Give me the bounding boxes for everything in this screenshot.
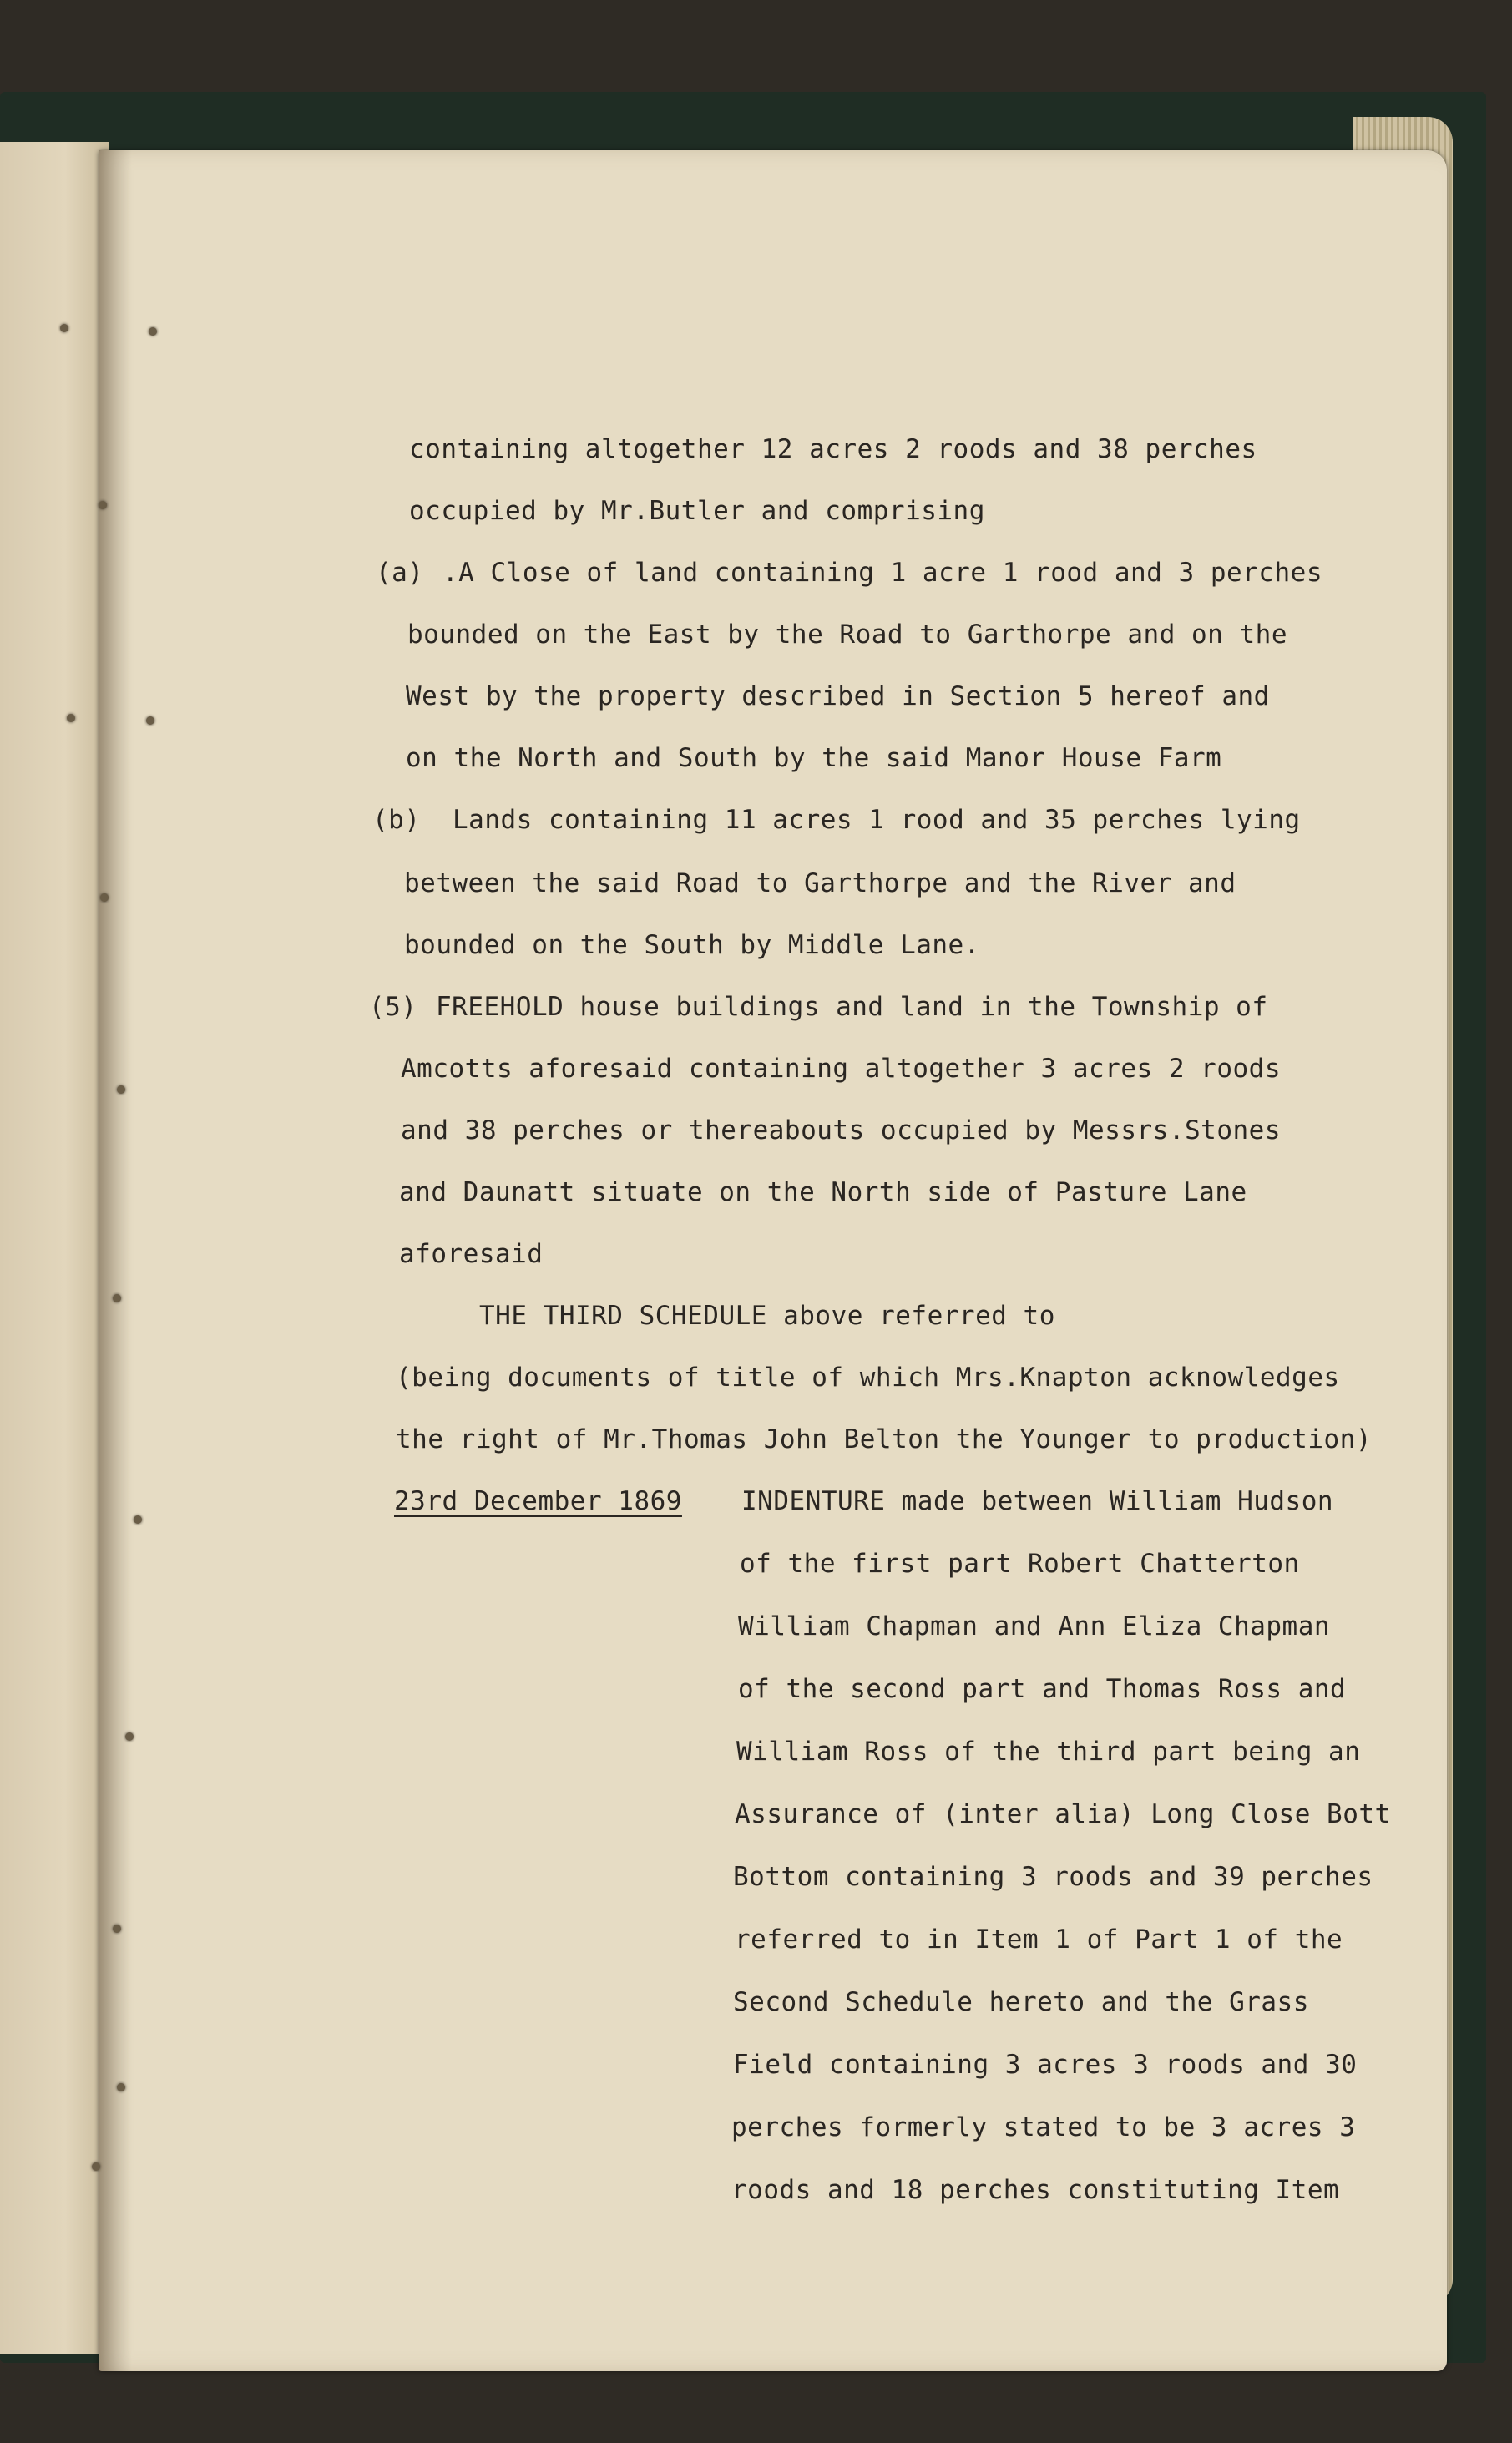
text-line: containing altogether 12 acres 2 roods and 38 perches (409, 434, 1257, 464)
text-line: FREEHOLD house buildings and land in the Township of (436, 992, 1268, 1022)
text-line: West by the property described in Section 5 hereof and (406, 681, 1270, 711)
text-line: Amcotts aforesaid containing altogether 3 acres 2 roods (401, 1054, 1281, 1084)
text-line: William Ross of the third part being an (736, 1737, 1361, 1767)
schedule-heading: THE THIRD SCHEDULE above referred to (479, 1301, 1055, 1331)
document-page (99, 150, 1447, 2371)
entry-date: 23rd December 1869 (394, 1486, 682, 1516)
stitch-hole (113, 1925, 121, 1933)
stitch-hole (67, 714, 75, 722)
stitch-hole (134, 1515, 142, 1524)
text-line: of the second part and Thomas Ross and (738, 1674, 1347, 1704)
stitch-hole (60, 324, 68, 332)
text-line: roods and 18 perches constituting Item (731, 2175, 1340, 2205)
stitch-hole (149, 327, 157, 336)
text-line: and 38 perches or thereabouts occupied by Messrs.Stones (401, 1115, 1281, 1146)
text-line: the right of Mr.Thomas John Belton the Younger to production) (396, 1424, 1372, 1454)
stitch-hole (100, 893, 109, 902)
text-line: and Daunatt situate on the North side of Pasture Lane (399, 1177, 1247, 1207)
item-label: (b) (372, 805, 421, 835)
text-line: William Chapman and Ann Eliza Chapman (738, 1611, 1331, 1641)
item-label: (a) (376, 558, 424, 588)
text-line: Assurance of (inter alia) Long Close Bott (735, 1799, 1391, 1829)
text-line: .A Close of land containing 1 acre 1 rood and 3 perches (442, 558, 1322, 588)
text-line: bounded on the East by the Road to Garthorpe and on the (407, 620, 1287, 650)
text-line: perches formerly stated to be 3 acres 3 (731, 2112, 1356, 2142)
text-line: Lands containing 11 acres 1 rood and 35 perches lying (453, 805, 1301, 835)
text-line: aforesaid (399, 1239, 544, 1269)
stitch-hole (92, 2162, 100, 2171)
text-line: (being documents of title of which Mrs.Knapton acknowledges (396, 1363, 1340, 1393)
text-line: Field containing 3 acres 3 roods and 30 (733, 2050, 1358, 2080)
text-line: referred to in Item 1 of Part 1 of the (735, 1925, 1343, 1955)
stitch-hole (117, 1085, 125, 1094)
text-line: occupied by Mr.Butler and comprising (409, 496, 985, 526)
stitch-hole (99, 501, 107, 509)
text-line: on the North and South by the said Manor House Farm (406, 743, 1222, 773)
stitch-hole (113, 1294, 121, 1302)
text-line: INDENTURE made between William Hudson (741, 1486, 1334, 1516)
item-label: (5) (369, 992, 417, 1022)
left-page-edge (0, 142, 109, 2354)
gutter-shadow (99, 150, 132, 2371)
stitch-hole (117, 2083, 125, 2091)
text-line: of the first part Robert Chatterton (740, 1549, 1300, 1579)
stitch-hole (125, 1732, 134, 1741)
text-line: Second Schedule hereto and the Grass (733, 1987, 1309, 2017)
text-line: bounded on the South by Middle Lane. (404, 930, 980, 960)
text-line: between the said Road to Garthorpe and the River and (404, 868, 1236, 898)
stitch-hole (146, 716, 154, 725)
text-line: Bottom containing 3 roods and 39 perches (733, 1862, 1373, 1892)
